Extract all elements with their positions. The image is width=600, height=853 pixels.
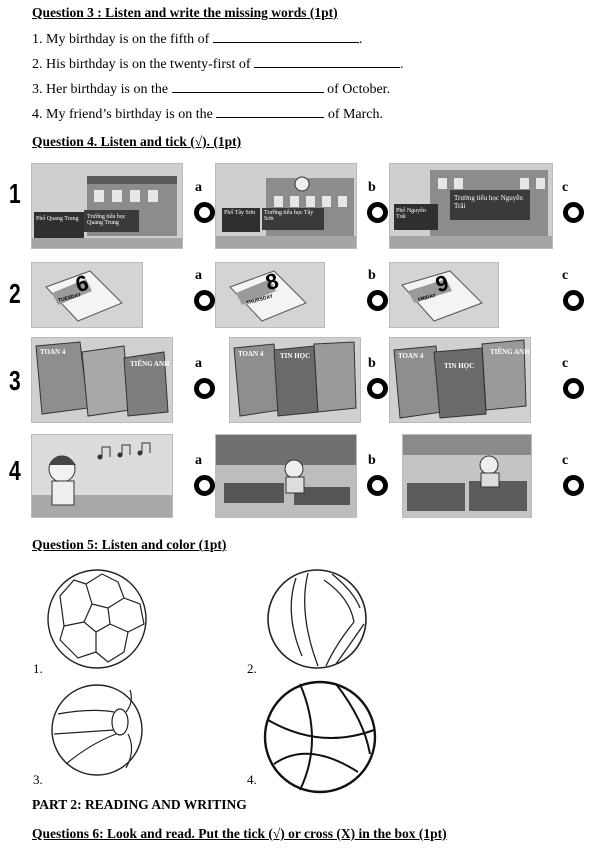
q3-blank-1[interactable] [213, 30, 359, 43]
book-title: TIẾNG ANH [490, 348, 530, 356]
calendar-picture-a [31, 262, 143, 328]
q4-row-2-option-a-label: a [195, 268, 202, 283]
ball-number-2: 2. [247, 661, 257, 676]
q5-heading: Question 5: Listen and color (1pt) [32, 537, 227, 552]
calendar-picture-c [389, 262, 499, 328]
q4-row-4-option-b-radio[interactable] [367, 475, 388, 496]
q4-row-2-option-a-radio[interactable] [194, 290, 215, 311]
school-c-street: Phố Nguyễn Trãi [396, 208, 426, 220]
q4-row-4-option-b-label: b [368, 453, 376, 468]
q4-heading: Question 4. Listen and tick (√). (1pt) [32, 134, 242, 149]
book-title: TIN HỌC [444, 362, 475, 370]
ball-number-1: 1. [33, 661, 43, 676]
q4-row-2-option-b-label: b [368, 268, 376, 283]
q4-row-3-option-b-radio[interactable] [367, 378, 388, 399]
ball-number-4: 4. [247, 772, 257, 787]
q4-row-number-2: 2 [9, 278, 21, 309]
books-picture-a [31, 337, 173, 423]
q4-row-number-4: 4 [9, 455, 21, 486]
classroom-illustration [216, 435, 356, 517]
q4-row-1-option-a-radio[interactable] [194, 202, 215, 223]
books-picture-b [229, 337, 361, 423]
school-illustration [32, 164, 182, 248]
school-picture-a [31, 163, 183, 249]
school-picture-b [215, 163, 357, 249]
q3-item-1 [32, 30, 362, 48]
q4-row-3-option-b-label: b [368, 356, 376, 371]
school-a-name: Trường tiểu học Quang Trung [87, 214, 126, 226]
q3-item-3-after: of October. [323, 82, 391, 97]
calendar-picture-b [215, 262, 325, 328]
q4-row-4-option-c-label: c [562, 453, 569, 468]
calendar-a-day: TUESDAY [57, 292, 82, 304]
soccer-ball-outline[interactable] [46, 568, 148, 670]
q3-item-2-after: . [400, 57, 404, 72]
q4-row-1-option-c-radio[interactable] [563, 202, 584, 223]
q3-item-2-text: 2. His birthday is on the twenty-first of [32, 57, 255, 72]
q6-heading: Questions 6: Look and read. Put the tick (√) or cross (X) in the box (1pt) [32, 826, 447, 841]
q4-row-4-option-c-radio[interactable] [563, 475, 584, 496]
q3-item-4 [32, 105, 383, 123]
q4-row-3-option-a-radio[interactable] [194, 378, 215, 399]
part2-heading: PART 2: READING AND WRITING [32, 797, 247, 812]
singing-child-illustration [32, 435, 172, 517]
calendar-c-day: FRIDAY [417, 292, 437, 304]
classroom-picture-b [215, 434, 357, 518]
q3-blank-2[interactable] [254, 55, 400, 68]
book-title: TOAN 4 [238, 350, 264, 358]
q4-row-3-option-c-label: c [562, 356, 569, 371]
volleyball-outline[interactable] [266, 568, 368, 670]
book-title: TOAN 4 [40, 348, 66, 356]
singing-picture-a [31, 434, 173, 518]
q4-row-3-option-c-radio[interactable] [563, 378, 584, 399]
q3-item-4-after: of March. [324, 107, 384, 122]
calendar-c-date: 9 [432, 269, 452, 298]
book-title: TIẾNG ANH [130, 360, 170, 368]
calendar-b-date: 8 [262, 267, 282, 296]
q3-item-1-text: 1. My birthday is on the fifth of [32, 32, 213, 47]
q3-item-3 [32, 80, 390, 98]
calendar-b-day: THURSDAY [245, 293, 274, 307]
ball-number-3: 3. [33, 772, 43, 787]
school-b-name: Trường tiểu học Tây Sơn [264, 210, 314, 222]
school-c-name: Trường tiểu học Nguyễn Trãi [454, 194, 523, 210]
q4-row-3-option-a-label: a [195, 356, 202, 371]
q4-row-1-option-b-label: b [368, 180, 376, 195]
q3-item-4-text: 4. My friend’s birthday is on the [32, 107, 217, 122]
q4-row-1-option-c-label: c [562, 180, 569, 195]
school-b-street: Phố Tây Sơn [224, 210, 256, 216]
q3-item-3-text: 3. Her birthday is on the [32, 82, 172, 97]
q4-row-2-option-b-radio[interactable] [367, 290, 388, 311]
q4-row-4-option-a-label: a [195, 453, 202, 468]
book-title: TOAN 4 [398, 352, 424, 360]
classroom-illustration [403, 435, 531, 517]
q3-item-1-after: . [358, 32, 363, 47]
q3-blank-3[interactable] [172, 80, 324, 93]
books-picture-c [389, 337, 531, 423]
q4-row-number-1: 1 [9, 178, 21, 209]
school-a-street: Phố Quang Trung [36, 216, 79, 222]
basketball-outline[interactable] [260, 680, 380, 794]
q4-row-2-option-c-label: c [562, 268, 569, 283]
q4-row-number-3: 3 [9, 365, 21, 396]
q3-heading: Question 3 : Listen and write the missing words (1pt) [32, 5, 338, 20]
beach-ball-outline[interactable] [46, 684, 148, 776]
school-picture-c [389, 163, 553, 249]
q4-row-4-option-a-radio[interactable] [194, 475, 215, 496]
school-illustration [216, 164, 356, 248]
q4-row-1-option-b-radio[interactable] [367, 202, 388, 223]
book-title: TIN HỌC [280, 352, 311, 360]
classroom-picture-c [402, 434, 532, 518]
q3-blank-4[interactable] [216, 105, 324, 118]
q4-row-1-option-a-label: a [195, 180, 202, 195]
q3-item-2 [32, 55, 404, 73]
calendar-a-date: 6 [72, 269, 92, 298]
q4-row-2-option-c-radio[interactable] [563, 290, 584, 311]
